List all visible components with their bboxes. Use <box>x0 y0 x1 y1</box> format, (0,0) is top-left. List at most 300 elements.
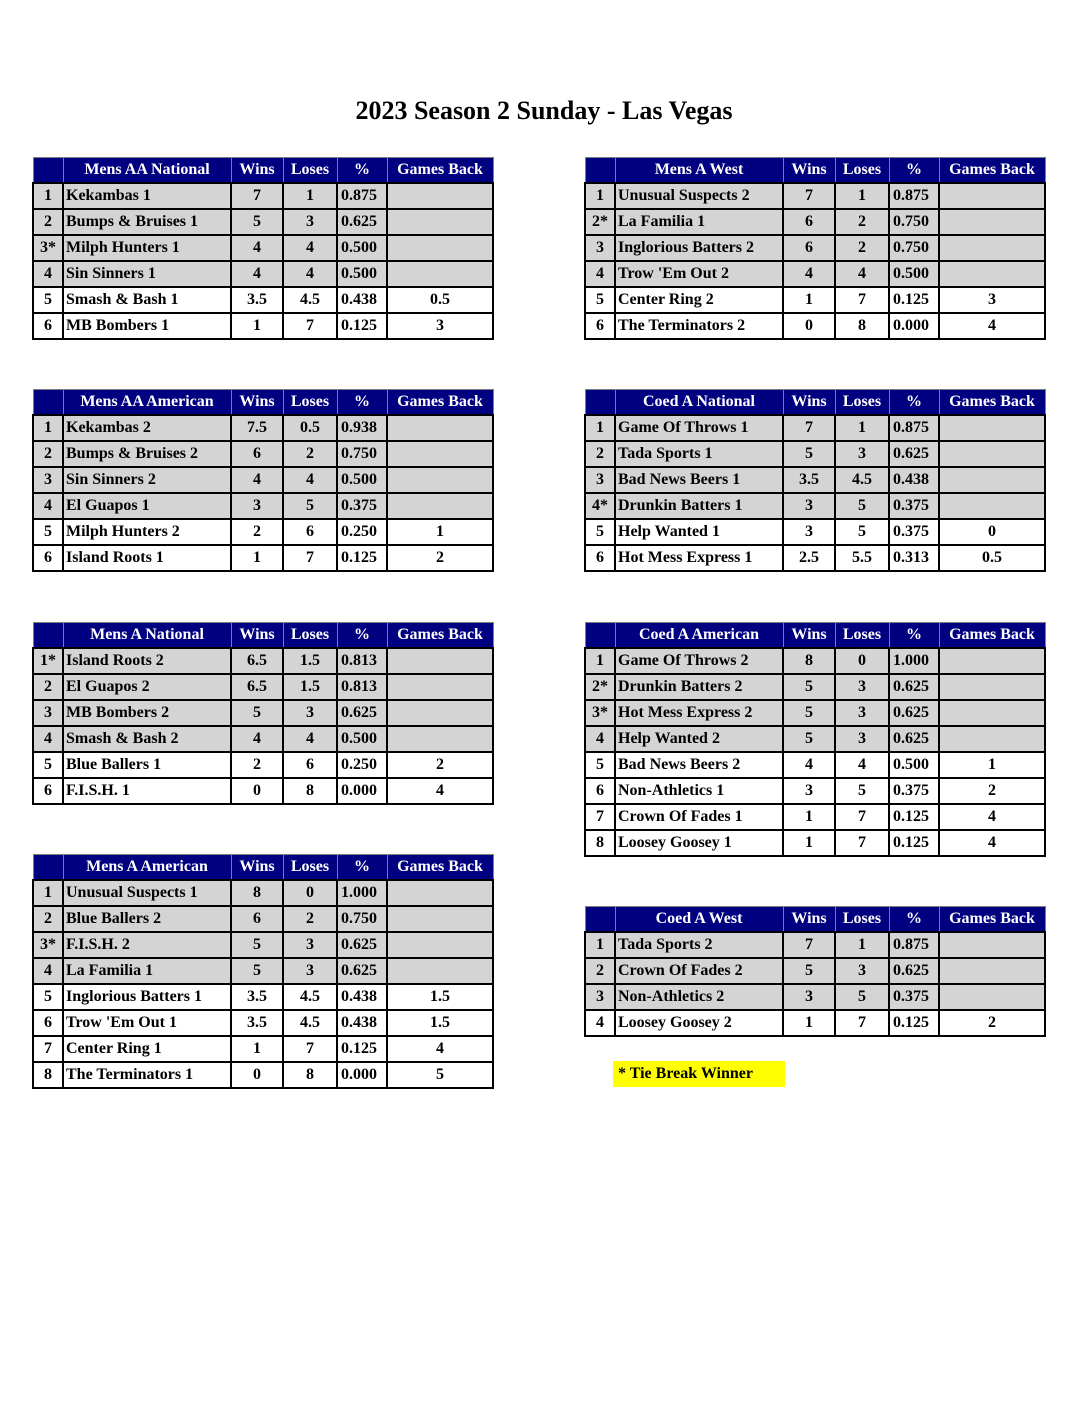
header-games-back: Games Back <box>939 158 1045 184</box>
games-back-cell <box>939 984 1045 1010</box>
games-back-cell: 1.5 <box>387 984 493 1010</box>
team-name-cell: Game Of Throws 1 <box>615 415 783 441</box>
wins-cell: 1 <box>783 804 835 830</box>
rank-cell: 1* <box>33 648 63 674</box>
table-row <box>585 287 1045 313</box>
loses-cell: 4.5 <box>283 1010 337 1036</box>
games-back-cell <box>939 415 1045 441</box>
table-row <box>585 932 1045 958</box>
games-back-cell <box>939 958 1045 984</box>
header-wins: Wins <box>783 623 835 649</box>
table-row <box>33 313 493 339</box>
pct-cell: 0.375 <box>889 984 939 1010</box>
pct-cell: 0.125 <box>337 313 387 339</box>
rank-cell: 7 <box>33 1036 63 1062</box>
pct-cell: 0.125 <box>889 804 939 830</box>
team-name-cell: Help Wanted 2 <box>615 726 783 752</box>
wins-cell: 3 <box>783 778 835 804</box>
wins-cell: 8 <box>231 880 283 906</box>
table-header-row <box>33 623 493 649</box>
rank-cell: 2 <box>585 441 615 467</box>
rank-cell: 4 <box>585 726 615 752</box>
loses-cell: 4.5 <box>283 287 337 313</box>
standings-table-mens-a-west <box>584 157 1046 340</box>
loses-cell: 7 <box>835 1010 889 1036</box>
table-row <box>33 519 493 545</box>
loses-cell: 8 <box>283 1062 337 1088</box>
games-back-cell: 0.5 <box>939 545 1045 571</box>
pct-cell: 0.375 <box>889 493 939 519</box>
rank-cell: 4 <box>33 261 63 287</box>
wins-cell: 1 <box>231 545 283 571</box>
wins-cell: 5 <box>783 441 835 467</box>
team-name-cell: Help Wanted 1 <box>615 519 783 545</box>
table-header-row <box>33 855 493 881</box>
loses-cell: 0.5 <box>283 415 337 441</box>
rank-cell: 6 <box>585 778 615 804</box>
loses-cell: 4.5 <box>283 984 337 1010</box>
rank-cell: 2* <box>585 209 615 235</box>
wins-cell: 3.5 <box>231 287 283 313</box>
table-row <box>33 441 493 467</box>
pct-cell: 0.750 <box>889 209 939 235</box>
rank-cell: 8 <box>585 830 615 856</box>
wins-cell: 6.5 <box>231 648 283 674</box>
team-name-cell: Loosey Goosey 1 <box>615 830 783 856</box>
pct-cell: 0.625 <box>337 932 387 958</box>
rank-cell: 2 <box>33 906 63 932</box>
table-row <box>585 235 1045 261</box>
team-name-cell: El Guapos 1 <box>63 493 231 519</box>
header-rank-blank <box>585 623 615 649</box>
loses-cell: 3 <box>283 209 337 235</box>
loses-cell: 5 <box>835 984 889 1010</box>
table-header-row <box>585 907 1045 933</box>
games-back-cell <box>387 261 493 287</box>
loses-cell: 1.5 <box>283 648 337 674</box>
table-row <box>33 415 493 441</box>
pct-cell: 0.313 <box>889 545 939 571</box>
games-back-cell <box>939 209 1045 235</box>
rank-cell: 7 <box>585 804 615 830</box>
games-back-cell <box>387 648 493 674</box>
header-pct: % <box>337 390 387 416</box>
wins-cell: 5 <box>783 958 835 984</box>
team-name-cell: The Terminators 1 <box>63 1062 231 1088</box>
games-back-cell <box>387 674 493 700</box>
team-name-cell: Non-Athletics 2 <box>615 984 783 1010</box>
rank-cell: 2 <box>33 209 63 235</box>
pct-cell: 0.000 <box>337 1062 387 1088</box>
table-row <box>585 209 1045 235</box>
team-name-cell: Unusual Suspects 1 <box>63 880 231 906</box>
standings-table-coed-a-american <box>584 622 1046 857</box>
pct-cell: 0.125 <box>889 1010 939 1036</box>
header-loses: Loses <box>283 390 337 416</box>
rank-cell: 4 <box>585 1010 615 1036</box>
pct-cell: 0.875 <box>889 932 939 958</box>
standings-table-coed-a-national <box>584 389 1046 572</box>
team-name-cell: Center Ring 1 <box>63 1036 231 1062</box>
team-name-cell: Blue Ballers 1 <box>63 752 231 778</box>
header-wins: Wins <box>231 623 283 649</box>
rank-cell: 4 <box>33 493 63 519</box>
rank-cell: 3* <box>33 932 63 958</box>
games-back-cell <box>939 467 1045 493</box>
pct-cell: 0.375 <box>889 778 939 804</box>
team-name-cell: MB Bombers 1 <box>63 313 231 339</box>
team-name-cell: Island Roots 1 <box>63 545 231 571</box>
pct-cell: 0.813 <box>337 648 387 674</box>
header-rank-blank <box>585 907 615 933</box>
team-name-cell: Crown Of Fades 2 <box>615 958 783 984</box>
loses-cell: 2 <box>283 441 337 467</box>
team-name-cell: Tada Sports 2 <box>615 932 783 958</box>
header-games-back: Games Back <box>387 390 493 416</box>
pct-cell: 0.250 <box>337 752 387 778</box>
table-row <box>33 1036 493 1062</box>
table-header-row <box>33 158 493 184</box>
wins-cell: 4 <box>231 261 283 287</box>
table-row <box>585 467 1045 493</box>
pct-cell: 0.875 <box>889 415 939 441</box>
pct-cell: 1.000 <box>337 880 387 906</box>
rank-cell: 5 <box>33 287 63 313</box>
pct-cell: 0.250 <box>337 519 387 545</box>
wins-cell: 5 <box>783 674 835 700</box>
header-pct: % <box>337 623 387 649</box>
standings-table-mens-aa-national <box>32 157 494 340</box>
pct-cell: 0.438 <box>889 467 939 493</box>
loses-cell: 6 <box>283 752 337 778</box>
table-row <box>33 467 493 493</box>
table-row <box>585 183 1045 209</box>
rank-cell: 3* <box>585 700 615 726</box>
table-row <box>585 804 1045 830</box>
wins-cell: 3 <box>783 493 835 519</box>
loses-cell: 3 <box>835 674 889 700</box>
rank-cell: 2 <box>585 958 615 984</box>
rank-cell: 5 <box>33 984 63 1010</box>
team-name-cell: Tada Sports 1 <box>615 441 783 467</box>
wins-cell: 3.5 <box>783 467 835 493</box>
loses-cell: 7 <box>835 830 889 856</box>
rank-cell: 1 <box>585 415 615 441</box>
pct-cell: 0.438 <box>337 287 387 313</box>
wins-cell: 1 <box>231 1036 283 1062</box>
pct-cell: 0.125 <box>889 830 939 856</box>
rank-cell: 5 <box>585 519 615 545</box>
team-name-cell: Inglorious Batters 2 <box>615 235 783 261</box>
division-name: Coed A West <box>615 907 783 933</box>
header-rank-blank <box>585 390 615 416</box>
header-loses: Loses <box>283 623 337 649</box>
rank-cell: 4 <box>33 958 63 984</box>
pct-cell: 0.500 <box>337 235 387 261</box>
wins-cell: 3 <box>783 519 835 545</box>
loses-cell: 7 <box>283 545 337 571</box>
table-row <box>33 287 493 313</box>
games-back-cell: 5 <box>387 1062 493 1088</box>
header-loses: Loses <box>283 158 337 184</box>
table-header-row <box>585 158 1045 184</box>
loses-cell: 8 <box>835 313 889 339</box>
games-back-cell: 4 <box>387 778 493 804</box>
pct-cell: 0.125 <box>337 545 387 571</box>
standings-table-mens-a-american <box>32 854 494 1089</box>
pct-cell: 0.750 <box>337 441 387 467</box>
team-name-cell: Kekambas 2 <box>63 415 231 441</box>
pct-cell: 0.625 <box>337 700 387 726</box>
table-row <box>585 313 1045 339</box>
rank-cell: 6 <box>585 313 615 339</box>
division-name: Mens AA American <box>63 390 231 416</box>
pct-cell: 0.000 <box>889 313 939 339</box>
team-name-cell: Crown Of Fades 1 <box>615 804 783 830</box>
wins-cell: 7 <box>783 932 835 958</box>
loses-cell: 1 <box>835 415 889 441</box>
standings-table-mens-aa-american <box>32 389 494 572</box>
team-name-cell: Blue Ballers 2 <box>63 906 231 932</box>
rank-cell: 2 <box>33 674 63 700</box>
table-row <box>585 752 1045 778</box>
table-row <box>33 1010 493 1036</box>
loses-cell: 2 <box>835 209 889 235</box>
loses-cell: 3 <box>283 958 337 984</box>
loses-cell: 7 <box>835 804 889 830</box>
games-back-cell <box>939 700 1045 726</box>
table-row <box>33 906 493 932</box>
division-name: Coed A National <box>615 390 783 416</box>
rank-cell: 5 <box>33 519 63 545</box>
team-name-cell: Center Ring 2 <box>615 287 783 313</box>
loses-cell: 0 <box>283 880 337 906</box>
table-row <box>33 1062 493 1088</box>
loses-cell: 5 <box>283 493 337 519</box>
rank-cell: 6 <box>33 545 63 571</box>
wins-cell: 6 <box>231 906 283 932</box>
loses-cell: 4 <box>835 752 889 778</box>
rank-cell: 3 <box>33 700 63 726</box>
header-games-back: Games Back <box>939 907 1045 933</box>
wins-cell: 5 <box>231 932 283 958</box>
table-row <box>33 726 493 752</box>
header-loses: Loses <box>835 623 889 649</box>
rank-cell: 6 <box>33 313 63 339</box>
header-loses: Loses <box>835 907 889 933</box>
loses-cell: 4 <box>283 467 337 493</box>
team-name-cell: F.I.S.H. 1 <box>63 778 231 804</box>
page-title: 2023 Season 2 Sunday - Las Vegas <box>355 96 733 125</box>
wins-cell: 5 <box>231 700 283 726</box>
team-name-cell: Hot Mess Express 1 <box>615 545 783 571</box>
wins-cell: 1 <box>783 1010 835 1036</box>
pct-cell: 0.875 <box>889 183 939 209</box>
team-name-cell: Smash & Bash 2 <box>63 726 231 752</box>
table-row <box>585 493 1045 519</box>
division-name: Mens A National <box>63 623 231 649</box>
games-back-cell: 4 <box>939 804 1045 830</box>
rank-cell: 6 <box>33 1010 63 1036</box>
header-wins: Wins <box>783 907 835 933</box>
table-row <box>33 209 493 235</box>
header-pct: % <box>889 390 939 416</box>
wins-cell: 4 <box>783 752 835 778</box>
games-back-cell: 2 <box>387 752 493 778</box>
wins-cell: 7 <box>231 183 283 209</box>
games-back-cell: 4 <box>939 313 1045 339</box>
games-back-cell <box>387 235 493 261</box>
loses-cell: 3 <box>283 700 337 726</box>
games-back-cell: 4 <box>387 1036 493 1062</box>
table-row <box>585 441 1045 467</box>
games-back-cell <box>387 415 493 441</box>
rank-cell: 1 <box>33 880 63 906</box>
loses-cell: 2 <box>283 906 337 932</box>
games-back-cell <box>939 235 1045 261</box>
team-name-cell: Game Of Throws 2 <box>615 648 783 674</box>
team-name-cell: Trow 'Em Out 1 <box>63 1010 231 1036</box>
wins-cell: 5 <box>783 700 835 726</box>
games-back-cell <box>387 958 493 984</box>
table-header-row <box>33 390 493 416</box>
wins-cell: 2 <box>231 752 283 778</box>
rank-cell: 3 <box>585 467 615 493</box>
team-name-cell: Milph Hunters 2 <box>63 519 231 545</box>
header-games-back: Games Back <box>939 390 1045 416</box>
pct-cell: 0.625 <box>889 726 939 752</box>
team-name-cell: Unusual Suspects 2 <box>615 183 783 209</box>
pct-cell: 0.625 <box>889 958 939 984</box>
team-name-cell: MB Bombers 2 <box>63 700 231 726</box>
header-rank-blank <box>585 158 615 184</box>
rank-cell: 6 <box>585 545 615 571</box>
table-row <box>33 778 493 804</box>
rank-cell: 3 <box>33 467 63 493</box>
loses-cell: 3 <box>835 958 889 984</box>
rank-cell: 3 <box>585 235 615 261</box>
loses-cell: 2 <box>835 235 889 261</box>
games-back-cell <box>387 906 493 932</box>
loses-cell: 5 <box>835 493 889 519</box>
loses-cell: 4 <box>283 261 337 287</box>
loses-cell: 7 <box>283 313 337 339</box>
table-row <box>585 830 1045 856</box>
pct-cell: 0.500 <box>337 467 387 493</box>
standings-table-coed-a-west <box>584 906 1046 1037</box>
header-pct: % <box>337 855 387 881</box>
loses-cell: 4.5 <box>835 467 889 493</box>
pct-cell: 0.438 <box>337 984 387 1010</box>
games-back-cell <box>387 932 493 958</box>
table-row <box>33 752 493 778</box>
wins-cell: 4 <box>231 726 283 752</box>
rank-cell: 4 <box>33 726 63 752</box>
table-row <box>33 700 493 726</box>
header-rank-blank <box>33 623 63 649</box>
wins-cell: 4 <box>231 467 283 493</box>
loses-cell: 6 <box>283 519 337 545</box>
games-back-cell: 1.5 <box>387 1010 493 1036</box>
division-name: Coed A American <box>615 623 783 649</box>
table-row <box>33 235 493 261</box>
games-back-cell <box>387 493 493 519</box>
pct-cell: 0.750 <box>337 906 387 932</box>
division-name: Mens A West <box>615 158 783 184</box>
division-name: Mens AA National <box>63 158 231 184</box>
loses-cell: 7 <box>835 287 889 313</box>
games-back-cell <box>939 261 1045 287</box>
team-name-cell: Drunkin Batters 1 <box>615 493 783 519</box>
pct-cell: 0.125 <box>889 287 939 313</box>
header-rank-blank <box>33 855 63 881</box>
games-back-cell <box>939 932 1045 958</box>
table-row <box>585 958 1045 984</box>
rank-cell: 5 <box>585 287 615 313</box>
wins-cell: 0 <box>231 778 283 804</box>
header-pct: % <box>889 158 939 184</box>
team-name-cell: Hot Mess Express 2 <box>615 700 783 726</box>
wins-cell: 7 <box>783 183 835 209</box>
rank-cell: 1 <box>33 183 63 209</box>
games-back-cell: 1 <box>939 752 1045 778</box>
header-games-back: Games Back <box>387 623 493 649</box>
games-back-cell: 2 <box>939 1010 1045 1036</box>
pct-cell: 0.500 <box>889 261 939 287</box>
loses-cell: 3 <box>835 726 889 752</box>
table-row <box>33 932 493 958</box>
pct-cell: 0.500 <box>337 261 387 287</box>
rank-cell: 5 <box>585 752 615 778</box>
team-name-cell: Kekambas 1 <box>63 183 231 209</box>
pct-cell: 0.625 <box>889 441 939 467</box>
games-back-cell: 0.5 <box>387 287 493 313</box>
team-name-cell: Island Roots 2 <box>63 648 231 674</box>
team-name-cell: Bumps & Bruises 1 <box>63 209 231 235</box>
header-games-back: Games Back <box>387 158 493 184</box>
header-rank-blank <box>33 390 63 416</box>
table-row <box>33 880 493 906</box>
wins-cell: 6 <box>783 235 835 261</box>
header-loses: Loses <box>835 390 889 416</box>
rank-cell: 2* <box>585 674 615 700</box>
table-row <box>33 984 493 1010</box>
pct-cell: 0.938 <box>337 415 387 441</box>
loses-cell: 0 <box>835 648 889 674</box>
table-row <box>585 778 1045 804</box>
games-back-cell <box>387 467 493 493</box>
wins-cell: 4 <box>231 235 283 261</box>
games-back-cell <box>387 209 493 235</box>
games-back-cell <box>387 700 493 726</box>
games-back-cell <box>939 441 1045 467</box>
table-row <box>585 545 1045 571</box>
table-row <box>33 261 493 287</box>
header-wins: Wins <box>231 855 283 881</box>
pct-cell: 0.500 <box>337 726 387 752</box>
games-back-cell <box>387 183 493 209</box>
pct-cell: 0.750 <box>889 235 939 261</box>
pct-cell: 0.625 <box>889 674 939 700</box>
table-row <box>585 261 1045 287</box>
games-back-cell <box>939 726 1045 752</box>
header-games-back: Games Back <box>387 855 493 881</box>
table-row <box>585 519 1045 545</box>
team-name-cell: La Familia 1 <box>615 209 783 235</box>
table-row <box>585 415 1045 441</box>
loses-cell: 8 <box>283 778 337 804</box>
games-back-cell <box>939 493 1045 519</box>
